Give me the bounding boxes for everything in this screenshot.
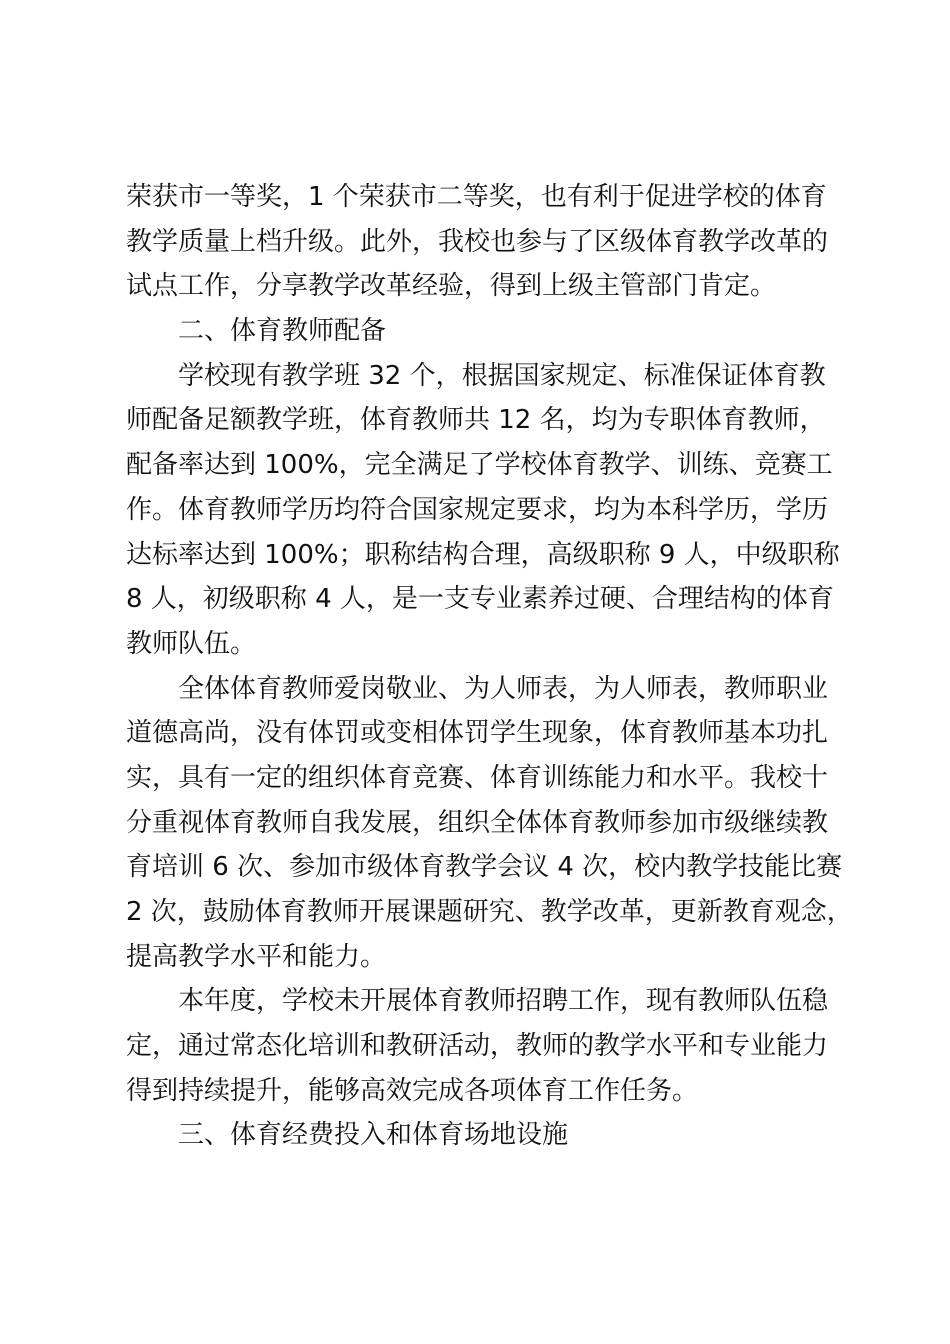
text-line: 试点工作，分享教学改革经验，得到上级主管部门肯定。 [126,271,777,302]
section-heading: 三、体育经费投入和体育场地设施 [178,1120,569,1151]
text-line: 得到持续提升，能够高效完成各项体育工作任务。 [126,1075,699,1106]
text-line: 8 人，初级职称 4 人，是一支专业素养过硬、合理结构的体育 [126,584,834,615]
text-line: 达标率达到 100%；职称结构合理，高级职称 9 人，中级职称 [126,539,840,570]
section-heading: 二、体育教师配备 [178,316,387,347]
text-line: 学校现有教学班 32 个，根据国家规定、标准保证体育教 [178,360,826,391]
text-line: 定，通过常态化培训和教研活动，教师的教学水平和专业能力 [126,1031,829,1062]
text-line: 实，具有一定的组织体育竞赛、体育训练能力和水平。我校十 [126,762,829,793]
text-line: 师配备足额教学班，体育教师共 12 名，均为专职体育教师， [126,405,826,436]
text-line: 育培训 6 次、参加市级体育教学会议 4 次，校内教学技能比赛 [126,852,843,883]
text-line: 提高教学水平和能力。 [126,941,387,972]
text-line: 道德高尚，没有体罚或变相体罚学生现象，体育教师基本功扎 [126,718,829,749]
text-line: 教学质量上档升级。此外，我校也参与了区级体育教学改革的 [126,226,829,257]
text-line: 全体体育教师爱岗敬业、为人师表，为人师表，教师职业 [178,673,829,704]
text-line: 荣获市一等奖，1 个荣获市二等奖，也有利于促进学校的体育 [126,182,827,212]
text-line: 分重视体育教师自我发展，组织全体体育教师参加市级继续教 [126,807,829,838]
text-line: 2 次，鼓励体育教师开展课题研究、教学改革，更新教育观念， [126,897,853,927]
document-body [126,175,853,1158]
text-line: 配备率达到 100%，完全满足了学校体育教学、训练、竞赛工 [126,450,833,481]
text-line: 教师队伍。 [126,628,257,659]
text-line: 作。体育教师学历均符合国家规定要求，均为本科学历，学历 [126,494,829,525]
text-line: 本年度，学校未开展体育教师招聘工作，现有教师队伍稳 [178,986,829,1017]
